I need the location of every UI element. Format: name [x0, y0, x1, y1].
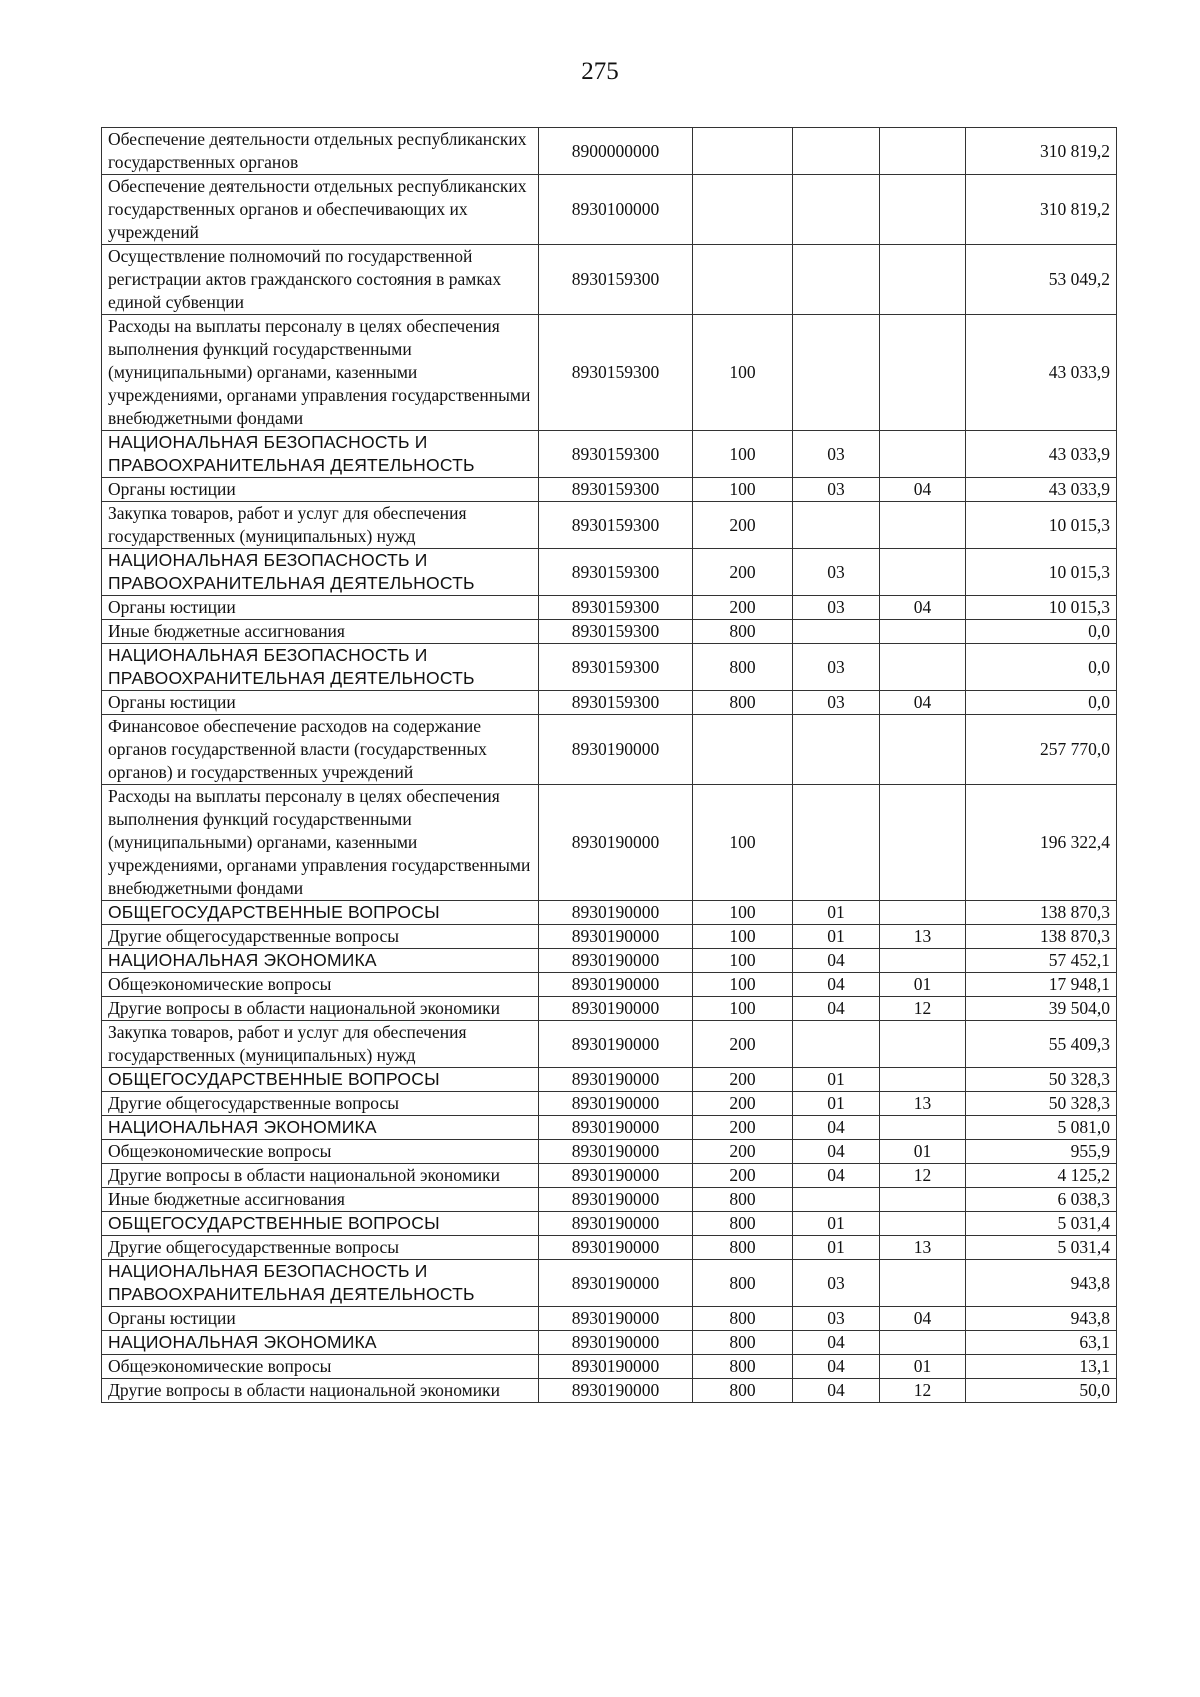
table-row [102, 949, 1117, 973]
row-section-cell: 04 [793, 1164, 880, 1188]
row-target-code-cell: 8930190000 [539, 949, 693, 973]
table-row [102, 1236, 1117, 1260]
row-section-cell: 01 [793, 1212, 880, 1236]
row-target-code-cell: 8930190000 [539, 715, 693, 785]
row-name-cell: Обеспечение деятельности отдельных республиканских государственных органов [102, 128, 539, 175]
row-section-cell [793, 128, 880, 175]
row-amount-cell: 50,0 [966, 1379, 1117, 1403]
table-row [102, 644, 1117, 691]
table-row [102, 925, 1117, 949]
row-name-cell: Общеэкономические вопросы [102, 1355, 539, 1379]
row-amount-cell: 4 125,2 [966, 1164, 1117, 1188]
row-name-cell: Общеэкономические вопросы [102, 973, 539, 997]
table-row [102, 1260, 1117, 1307]
row-section-cell: 01 [793, 1092, 880, 1116]
row-section-cell: 03 [793, 691, 880, 715]
table-row [102, 691, 1117, 715]
row-expense-type-cell: 100 [693, 431, 793, 478]
table-row [102, 997, 1117, 1021]
row-name-cell: Обеспечение деятельности отдельных республиканских государственных органов и обеспечивающих их учреждений [102, 175, 539, 245]
row-expense-type-cell: 200 [693, 1068, 793, 1092]
row-subsection-cell [880, 1021, 966, 1068]
row-expense-type-cell: 800 [693, 1236, 793, 1260]
table-row [102, 596, 1117, 620]
row-section-cell: 03 [793, 1307, 880, 1331]
row-name-cell: Осуществление полномочий по государственной регистрации актов гражданского состояния в рамках единой субвенции [102, 245, 539, 315]
row-subsection-cell: 12 [880, 1379, 966, 1403]
row-expense-type-cell: 100 [693, 315, 793, 431]
row-subsection-cell: 12 [880, 997, 966, 1021]
row-subsection-cell [880, 245, 966, 315]
row-amount-cell: 6 038,3 [966, 1188, 1117, 1212]
budget-table-body [102, 128, 1117, 1403]
row-subsection-cell [880, 785, 966, 901]
row-target-code-cell: 8930190000 [539, 1164, 693, 1188]
row-expense-type-cell: 100 [693, 997, 793, 1021]
row-amount-cell: 39 504,0 [966, 997, 1117, 1021]
row-target-code-cell: 8930190000 [539, 973, 693, 997]
row-subsection-cell [880, 1260, 966, 1307]
row-amount-cell: 63,1 [966, 1331, 1117, 1355]
row-section-cell [793, 502, 880, 549]
table-row [102, 1068, 1117, 1092]
table-row [102, 128, 1117, 175]
row-amount-cell: 310 819,2 [966, 128, 1117, 175]
row-amount-cell: 10 015,3 [966, 502, 1117, 549]
row-name-cell: НАЦИОНАЛЬНАЯ ЭКОНОМИКА [102, 1331, 539, 1355]
row-section-cell: 03 [793, 549, 880, 596]
row-amount-cell: 5 031,4 [966, 1236, 1117, 1260]
row-amount-cell: 0,0 [966, 644, 1117, 691]
row-expense-type-cell: 800 [693, 691, 793, 715]
row-name-cell: НАЦИОНАЛЬНАЯ ЭКОНОМИКА [102, 949, 539, 973]
row-expense-type-cell: 100 [693, 949, 793, 973]
row-expense-type-cell: 100 [693, 785, 793, 901]
row-subsection-cell [880, 128, 966, 175]
row-target-code-cell: 8930190000 [539, 925, 693, 949]
row-target-code-cell: 8930190000 [539, 1331, 693, 1355]
row-subsection-cell [880, 1068, 966, 1092]
row-name-cell: Органы юстиции [102, 478, 539, 502]
table-row [102, 431, 1117, 478]
table-row [102, 549, 1117, 596]
row-target-code-cell: 8930190000 [539, 785, 693, 901]
table-row [102, 620, 1117, 644]
row-section-cell: 04 [793, 1355, 880, 1379]
table-row [102, 478, 1117, 502]
row-subsection-cell [880, 175, 966, 245]
row-amount-cell: 43 033,9 [966, 431, 1117, 478]
row-target-code-cell: 8930190000 [539, 1140, 693, 1164]
row-amount-cell: 5 081,0 [966, 1116, 1117, 1140]
row-target-code-cell: 8930190000 [539, 1068, 693, 1092]
row-expense-type-cell: 100 [693, 925, 793, 949]
row-amount-cell: 43 033,9 [966, 478, 1117, 502]
row-subsection-cell [880, 715, 966, 785]
row-name-cell: Другие вопросы в области национальной экономики [102, 1164, 539, 1188]
row-expense-type-cell: 800 [693, 644, 793, 691]
row-target-code-cell: 8930159300 [539, 502, 693, 549]
row-section-cell: 04 [793, 997, 880, 1021]
row-subsection-cell: 01 [880, 1140, 966, 1164]
row-section-cell: 03 [793, 644, 880, 691]
row-amount-cell: 13,1 [966, 1355, 1117, 1379]
row-section-cell: 01 [793, 901, 880, 925]
table-row [102, 1092, 1117, 1116]
table-row [102, 715, 1117, 785]
row-expense-type-cell: 200 [693, 596, 793, 620]
row-expense-type-cell: 800 [693, 1331, 793, 1355]
row-name-cell: Общеэкономические вопросы [102, 1140, 539, 1164]
row-subsection-cell [880, 620, 966, 644]
row-name-cell: Иные бюджетные ассигнования [102, 1188, 539, 1212]
row-name-cell: НАЦИОНАЛЬНАЯ БЕЗОПАСНОСТЬ И ПРАВООХРАНИТЕЛЬНАЯ ДЕЯТЕЛЬНОСТЬ [102, 644, 539, 691]
table-row [102, 175, 1117, 245]
row-section-cell [793, 1188, 880, 1212]
row-subsection-cell [880, 1188, 966, 1212]
row-section-cell [793, 1021, 880, 1068]
table-row [102, 1140, 1117, 1164]
row-amount-cell: 57 452,1 [966, 949, 1117, 973]
row-subsection-cell [880, 549, 966, 596]
row-subsection-cell [880, 644, 966, 691]
row-section-cell: 04 [793, 949, 880, 973]
table-row [102, 315, 1117, 431]
row-amount-cell: 10 015,3 [966, 549, 1117, 596]
row-section-cell [793, 175, 880, 245]
row-amount-cell: 10 015,3 [966, 596, 1117, 620]
row-subsection-cell: 01 [880, 1355, 966, 1379]
row-expense-type-cell [693, 715, 793, 785]
row-target-code-cell: 8930159300 [539, 620, 693, 644]
row-section-cell: 03 [793, 596, 880, 620]
row-amount-cell: 257 770,0 [966, 715, 1117, 785]
row-expense-type-cell: 100 [693, 973, 793, 997]
row-amount-cell: 0,0 [966, 691, 1117, 715]
row-target-code-cell: 8930190000 [539, 1116, 693, 1140]
row-amount-cell: 0,0 [966, 620, 1117, 644]
row-target-code-cell: 8930159300 [539, 478, 693, 502]
row-target-code-cell: 8930190000 [539, 1212, 693, 1236]
row-amount-cell: 138 870,3 [966, 901, 1117, 925]
row-name-cell: Другие вопросы в области национальной экономики [102, 1379, 539, 1403]
row-subsection-cell [880, 502, 966, 549]
row-name-cell: НАЦИОНАЛЬНАЯ БЕЗОПАСНОСТЬ И ПРАВООХРАНИТЕЛЬНАЯ ДЕЯТЕЛЬНОСТЬ [102, 431, 539, 478]
table-row [102, 1355, 1117, 1379]
row-amount-cell: 17 948,1 [966, 973, 1117, 997]
row-target-code-cell: 8930190000 [539, 1021, 693, 1068]
row-amount-cell: 55 409,3 [966, 1021, 1117, 1068]
table-row [102, 1021, 1117, 1068]
row-section-cell: 04 [793, 973, 880, 997]
row-name-cell: ОБЩЕГОСУДАРСТВЕННЫЕ ВОПРОСЫ [102, 1068, 539, 1092]
row-name-cell: ОБЩЕГОСУДАРСТВЕННЫЕ ВОПРОСЫ [102, 1212, 539, 1236]
row-name-cell: Закупка товаров, работ и услуг для обеспечения государственных (муниципальных) нужд [102, 502, 539, 549]
row-expense-type-cell [693, 128, 793, 175]
row-name-cell: Расходы на выплаты персоналу в целях обеспечения выполнения функций государственными (муниципальными) органами, казенными учреждениями, органами управления государственными внебюджетными фондами [102, 785, 539, 901]
row-name-cell: Другие общегосударственные вопросы [102, 1092, 539, 1116]
row-amount-cell: 955,9 [966, 1140, 1117, 1164]
table-row [102, 1116, 1117, 1140]
row-section-cell [793, 315, 880, 431]
row-section-cell: 04 [793, 1331, 880, 1355]
row-target-code-cell: 8930159300 [539, 315, 693, 431]
row-section-cell [793, 620, 880, 644]
row-expense-type-cell: 800 [693, 620, 793, 644]
row-amount-cell: 196 322,4 [966, 785, 1117, 901]
row-subsection-cell [880, 901, 966, 925]
row-amount-cell: 943,8 [966, 1307, 1117, 1331]
row-target-code-cell: 8930159300 [539, 644, 693, 691]
row-target-code-cell: 8930159300 [539, 596, 693, 620]
row-target-code-cell: 8930159300 [539, 691, 693, 715]
row-target-code-cell: 8930190000 [539, 1092, 693, 1116]
row-amount-cell: 138 870,3 [966, 925, 1117, 949]
row-section-cell: 04 [793, 1140, 880, 1164]
row-expense-type-cell [693, 245, 793, 315]
row-target-code-cell: 8930190000 [539, 1236, 693, 1260]
row-subsection-cell [880, 315, 966, 431]
row-subsection-cell: 13 [880, 1092, 966, 1116]
table-row [102, 1164, 1117, 1188]
table-row [102, 1379, 1117, 1403]
row-expense-type-cell: 100 [693, 901, 793, 925]
table-row [102, 1307, 1117, 1331]
row-amount-cell: 943,8 [966, 1260, 1117, 1307]
row-subsection-cell: 12 [880, 1164, 966, 1188]
table-row [102, 1331, 1117, 1355]
row-expense-type-cell: 200 [693, 1092, 793, 1116]
row-expense-type-cell: 200 [693, 1021, 793, 1068]
row-target-code-cell: 8930190000 [539, 901, 693, 925]
row-expense-type-cell: 800 [693, 1260, 793, 1307]
row-amount-cell: 5 031,4 [966, 1212, 1117, 1236]
row-expense-type-cell: 100 [693, 478, 793, 502]
row-subsection-cell [880, 1212, 966, 1236]
row-expense-type-cell: 200 [693, 502, 793, 549]
row-name-cell: Органы юстиции [102, 691, 539, 715]
row-name-cell: Другие общегосударственные вопросы [102, 1236, 539, 1260]
row-target-code-cell: 8930190000 [539, 1355, 693, 1379]
row-name-cell: ОБЩЕГОСУДАРСТВЕННЫЕ ВОПРОСЫ [102, 901, 539, 925]
row-subsection-cell: 04 [880, 478, 966, 502]
table-row [102, 1212, 1117, 1236]
row-section-cell: 04 [793, 1379, 880, 1403]
row-expense-type-cell: 200 [693, 1116, 793, 1140]
row-name-cell: НАЦИОНАЛЬНАЯ ЭКОНОМИКА [102, 1116, 539, 1140]
table-row [102, 901, 1117, 925]
row-name-cell: Финансовое обеспечение расходов на содержание органов государственной власти (государственных органов) и государственных учреждений [102, 715, 539, 785]
row-name-cell: НАЦИОНАЛЬНАЯ БЕЗОПАСНОСТЬ И ПРАВООХРАНИТЕЛЬНАЯ ДЕЯТЕЛЬНОСТЬ [102, 549, 539, 596]
row-section-cell [793, 715, 880, 785]
row-expense-type-cell: 200 [693, 549, 793, 596]
row-expense-type-cell [693, 175, 793, 245]
row-target-code-cell: 8930190000 [539, 997, 693, 1021]
row-section-cell: 03 [793, 478, 880, 502]
row-subsection-cell: 04 [880, 596, 966, 620]
row-subsection-cell [880, 431, 966, 478]
table-row [102, 973, 1117, 997]
row-amount-cell: 50 328,3 [966, 1068, 1117, 1092]
row-amount-cell: 53 049,2 [966, 245, 1117, 315]
row-section-cell: 03 [793, 1260, 880, 1307]
row-amount-cell: 310 819,2 [966, 175, 1117, 245]
row-target-code-cell: 8930190000 [539, 1307, 693, 1331]
table-row [102, 785, 1117, 901]
row-target-code-cell: 8930100000 [539, 175, 693, 245]
row-target-code-cell: 8930159300 [539, 431, 693, 478]
row-section-cell: 01 [793, 1236, 880, 1260]
row-name-cell: Расходы на выплаты персоналу в целях обеспечения выполнения функций государственными (муниципальными) органами, казенными учреждениями, органами управления государственными внебюджетными фондами [102, 315, 539, 431]
row-section-cell: 04 [793, 1116, 880, 1140]
row-expense-type-cell: 800 [693, 1307, 793, 1331]
row-target-code-cell: 8900000000 [539, 128, 693, 175]
row-expense-type-cell: 800 [693, 1188, 793, 1212]
row-subsection-cell: 13 [880, 925, 966, 949]
row-section-cell: 01 [793, 1068, 880, 1092]
page-number: 275 [581, 58, 619, 85]
row-name-cell: Иные бюджетные ассигнования [102, 620, 539, 644]
row-expense-type-cell: 200 [693, 1140, 793, 1164]
row-name-cell: Другие общегосударственные вопросы [102, 925, 539, 949]
row-section-cell [793, 785, 880, 901]
row-expense-type-cell: 800 [693, 1355, 793, 1379]
row-target-code-cell: 8930159300 [539, 549, 693, 596]
row-name-cell: Органы юстиции [102, 1307, 539, 1331]
row-section-cell: 03 [793, 431, 880, 478]
row-subsection-cell [880, 949, 966, 973]
table-row [102, 245, 1117, 315]
budget-table [101, 127, 1117, 1403]
row-section-cell [793, 245, 880, 315]
row-amount-cell: 43 033,9 [966, 315, 1117, 431]
row-name-cell: Органы юстиции [102, 596, 539, 620]
row-subsection-cell: 13 [880, 1236, 966, 1260]
row-name-cell: Закупка товаров, работ и услуг для обеспечения государственных (муниципальных) нужд [102, 1021, 539, 1068]
row-name-cell: НАЦИОНАЛЬНАЯ БЕЗОПАСНОСТЬ И ПРАВООХРАНИТЕЛЬНАЯ ДЕЯТЕЛЬНОСТЬ [102, 1260, 539, 1307]
row-section-cell: 01 [793, 925, 880, 949]
table-row [102, 1188, 1117, 1212]
row-subsection-cell: 04 [880, 691, 966, 715]
row-subsection-cell [880, 1331, 966, 1355]
row-subsection-cell: 04 [880, 1307, 966, 1331]
row-expense-type-cell: 800 [693, 1212, 793, 1236]
row-subsection-cell: 01 [880, 973, 966, 997]
row-amount-cell: 50 328,3 [966, 1092, 1117, 1116]
table-row [102, 502, 1117, 549]
row-target-code-cell: 8930159300 [539, 245, 693, 315]
row-target-code-cell: 8930190000 [539, 1188, 693, 1212]
row-expense-type-cell: 200 [693, 1164, 793, 1188]
row-expense-type-cell: 800 [693, 1379, 793, 1403]
row-target-code-cell: 8930190000 [539, 1379, 693, 1403]
row-name-cell: Другие вопросы в области национальной экономики [102, 997, 539, 1021]
row-subsection-cell [880, 1116, 966, 1140]
row-target-code-cell: 8930190000 [539, 1260, 693, 1307]
